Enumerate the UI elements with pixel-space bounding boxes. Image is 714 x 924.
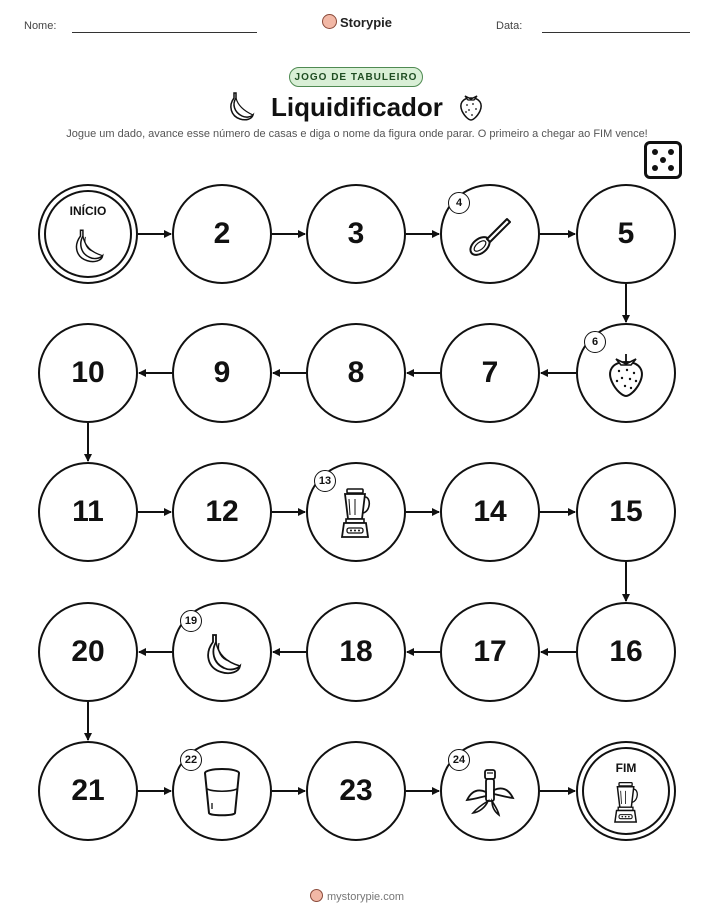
board-space-22: [172, 741, 272, 841]
banana-icon: [69, 227, 107, 270]
banana-icon: [199, 631, 245, 682]
space-number: 10: [71, 356, 105, 389]
space-number-badge: 6: [584, 331, 606, 353]
blender-icon: [336, 487, 376, 546]
board-space-10: [38, 323, 138, 423]
blender-blade-icon: [463, 766, 517, 825]
footer-url: mystorypie.com: [326, 891, 405, 903]
space-number: 23: [339, 774, 373, 807]
board-space-14: [440, 462, 540, 562]
board-space-19: [172, 602, 272, 702]
space-number: 14: [473, 495, 507, 528]
board-space-15: [576, 462, 676, 562]
board-space-23: [306, 741, 406, 841]
brand-name: Storypie: [339, 15, 392, 30]
board-space-18: [306, 602, 406, 702]
board-space-8: [306, 323, 406, 423]
instructions: Jogue um dado, avance esse número de casas e diga o nome da figura onde parar. O primeiro a chegar ao FIM vence!: [66, 128, 648, 140]
space-number: 12: [205, 495, 239, 528]
page-title: Liquidificador: [271, 92, 443, 122]
date-label: Data:: [496, 20, 523, 32]
board-space-17: [440, 602, 540, 702]
space-number: 18: [339, 635, 373, 668]
space-number: 5: [617, 217, 635, 250]
storypie-logo-icon: [310, 889, 323, 902]
space-number: 21: [71, 774, 105, 807]
space-number-badge: 19: [180, 610, 202, 632]
space-number: 16: [609, 635, 643, 668]
board-space-9: [172, 323, 272, 423]
space-number: 11: [72, 495, 104, 528]
space-number: 3: [347, 217, 365, 250]
board-space-6: [576, 323, 676, 423]
name-label: Nome:: [24, 20, 57, 32]
space-number-badge: 4: [448, 192, 470, 214]
board-space-16: [576, 602, 676, 702]
space-number: 8: [347, 356, 365, 389]
space-number: 15: [609, 495, 643, 528]
end-label: FIM: [615, 761, 637, 775]
board-space-3: [306, 184, 406, 284]
start-space: [38, 184, 138, 284]
space-number: 20: [71, 635, 105, 668]
start-label: INÍCIO: [69, 204, 107, 218]
board-space-2: [172, 184, 272, 284]
board-space-5: [576, 184, 676, 284]
spoon-icon: [465, 211, 515, 266]
strawberry-icon: [456, 90, 486, 122]
glass-icon: [200, 767, 244, 824]
end-space: [576, 741, 676, 841]
space-number-badge: 13: [314, 470, 336, 492]
space-number: 7: [481, 356, 499, 389]
blender-icon: [610, 781, 643, 830]
board-space-20: [38, 602, 138, 702]
board-space-12: [172, 462, 272, 562]
space-number: 9: [213, 356, 231, 389]
footer: [0, 889, 714, 903]
banana-icon: [226, 90, 256, 122]
space-number-badge: 22: [180, 749, 202, 771]
board-space-11: [38, 462, 138, 562]
space-number-badge: 24: [448, 749, 470, 771]
strawberry-icon: [603, 350, 649, 405]
board-space-21: [38, 741, 138, 841]
board-space-7: [440, 323, 540, 423]
game-type-pill: JOGO DE TABULEIRO: [289, 67, 423, 87]
board-space-13: [306, 462, 406, 562]
space-number: 17: [473, 635, 507, 668]
board-space-4: [440, 184, 540, 284]
board-space-24: [440, 741, 540, 841]
space-number: 2: [213, 217, 231, 250]
